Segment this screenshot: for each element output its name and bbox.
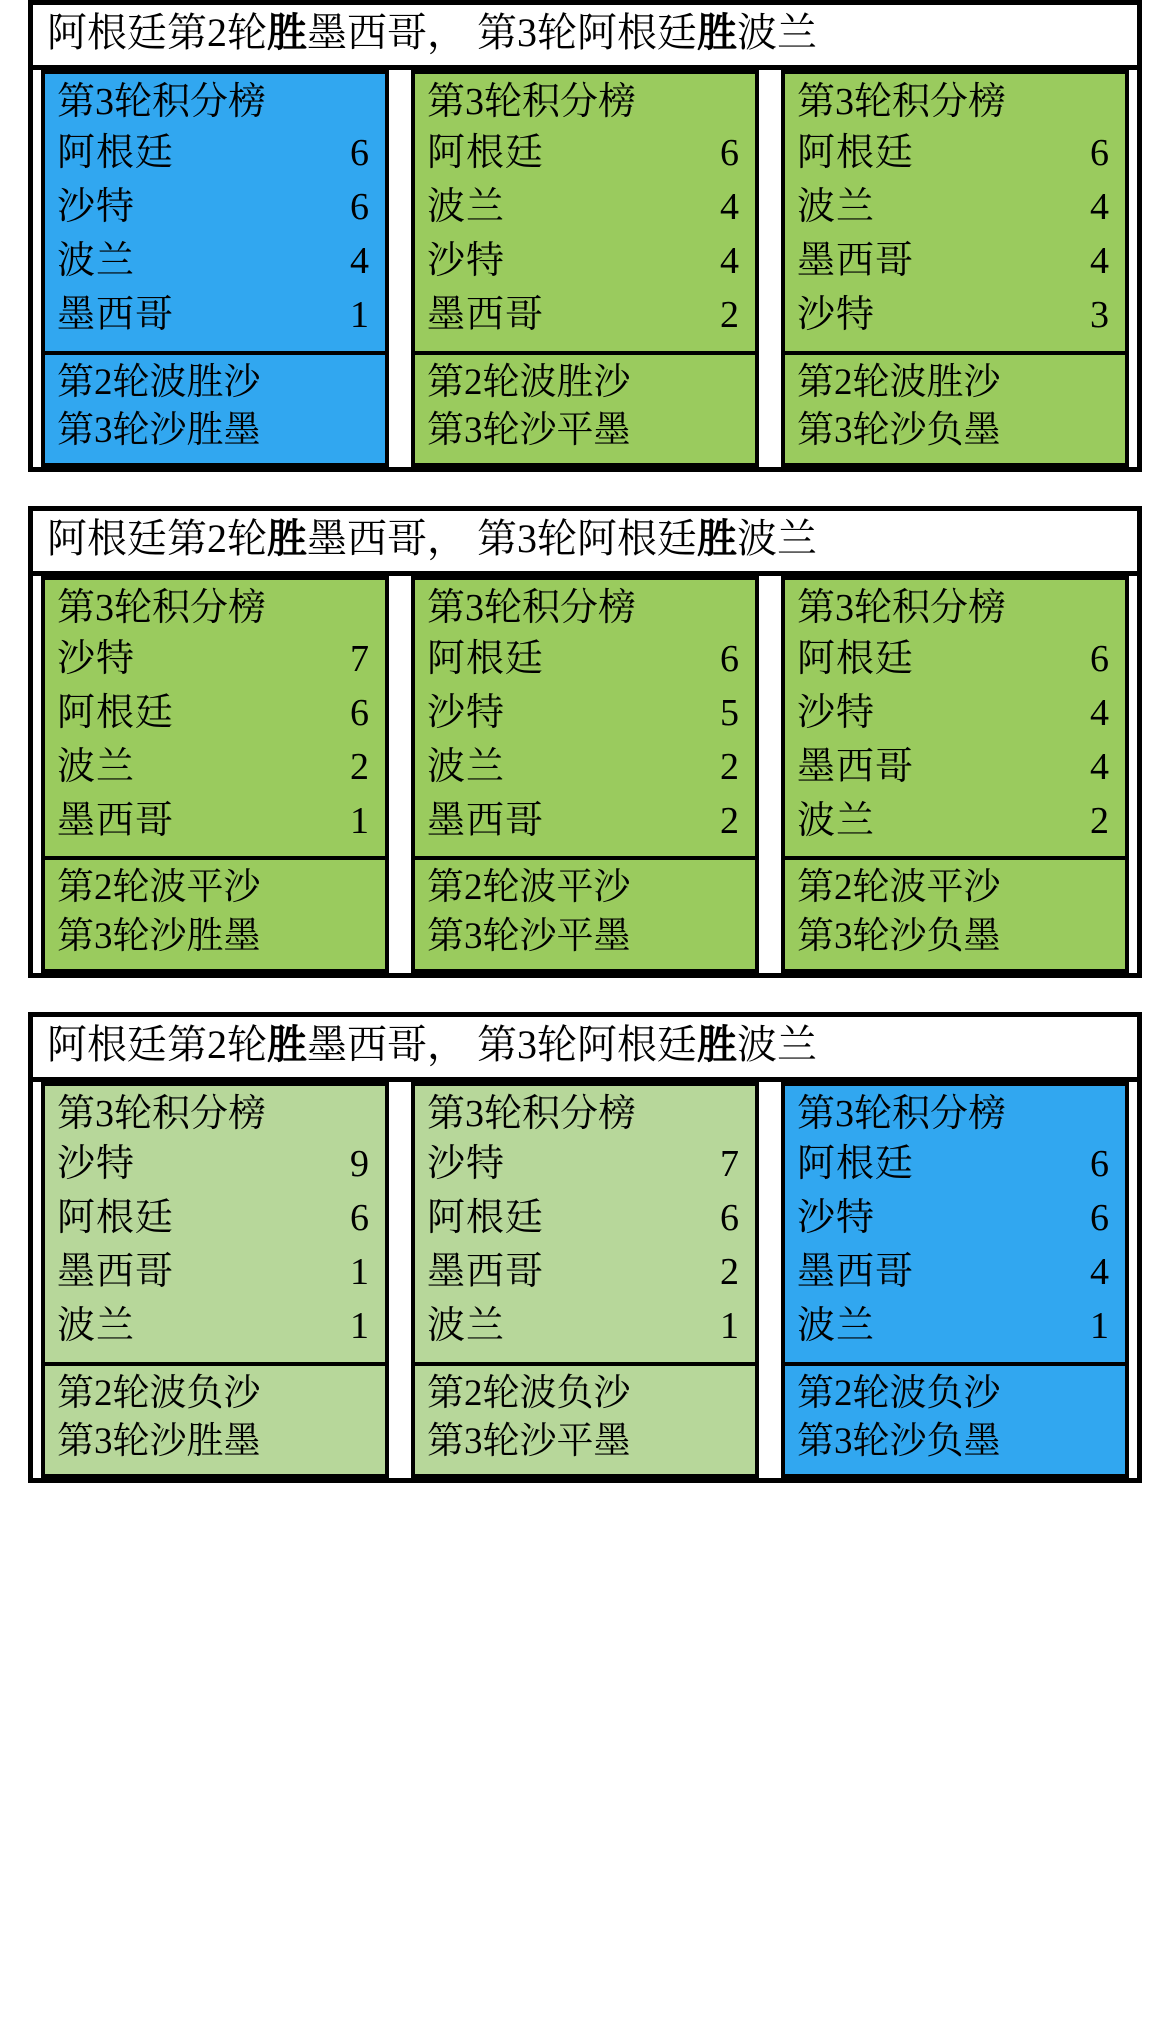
standings-row bbox=[797, 795, 1115, 849]
team-name: 墨西哥 bbox=[57, 1251, 175, 1294]
team-points: 4 bbox=[1090, 691, 1109, 734]
standings-title: 第3轮积分榜 bbox=[427, 586, 637, 629]
standings-row bbox=[797, 235, 1115, 289]
result-note: 第2轮波负沙 bbox=[797, 1373, 1001, 1415]
standings-row bbox=[797, 1246, 1115, 1300]
team-name: 阿根廷 bbox=[57, 691, 175, 734]
standings-rows bbox=[415, 633, 755, 857]
team-points: 6 bbox=[350, 131, 369, 174]
block-spacer bbox=[0, 1483, 1170, 1517]
team-name: 阿根廷 bbox=[57, 131, 175, 174]
standings-row bbox=[797, 289, 1115, 343]
team-name: 波兰 bbox=[427, 1305, 506, 1348]
team-name: 墨西哥 bbox=[797, 1251, 915, 1294]
header-segment: 波兰 bbox=[737, 1021, 817, 1067]
team-points: 1 bbox=[720, 1305, 739, 1348]
standings-rows bbox=[45, 1138, 385, 1362]
standings-row bbox=[427, 235, 745, 289]
team-points: 2 bbox=[720, 293, 739, 336]
header-segment: 墨西哥， 第3轮阿根廷 bbox=[307, 10, 697, 55]
column-gap bbox=[759, 70, 781, 467]
standings-column bbox=[411, 1082, 759, 1479]
team-name: 沙特 bbox=[57, 1143, 136, 1186]
result-notes bbox=[785, 1362, 1125, 1474]
team-points: 4 bbox=[1090, 239, 1109, 282]
team-name: 波兰 bbox=[57, 239, 136, 282]
standings-column bbox=[41, 576, 389, 973]
result-notes bbox=[45, 351, 385, 463]
standings-row bbox=[57, 633, 375, 687]
team-name: 波兰 bbox=[427, 185, 506, 228]
result-notes bbox=[45, 1362, 385, 1474]
header-segment: 胜 bbox=[697, 515, 737, 561]
team-name: 阿根廷 bbox=[797, 1143, 915, 1186]
team-points: 4 bbox=[1090, 745, 1109, 788]
standings-title: 第3轮积分榜 bbox=[797, 586, 1007, 629]
result-note: 第2轮波负沙 bbox=[57, 1373, 261, 1415]
standings-row bbox=[797, 1300, 1115, 1354]
result-note: 第3轮沙负墨 bbox=[797, 915, 1001, 957]
column-gap bbox=[759, 1082, 781, 1479]
standings-row bbox=[427, 633, 745, 687]
standings-rows bbox=[785, 633, 1125, 857]
standings-row bbox=[57, 181, 375, 235]
team-points: 6 bbox=[1090, 1143, 1109, 1186]
header-segment: 胜 bbox=[267, 10, 307, 55]
result-note: 第2轮波胜沙 bbox=[797, 361, 1001, 403]
block-spacer bbox=[0, 472, 1170, 506]
result-note: 第2轮波胜沙 bbox=[427, 361, 631, 403]
scenario-block bbox=[28, 1012, 1142, 1484]
scenario-header bbox=[33, 5, 1137, 70]
team-points: 1 bbox=[1090, 1305, 1109, 1348]
team-points: 1 bbox=[350, 799, 369, 842]
header-segment: 胜 bbox=[267, 515, 307, 561]
team-points: 4 bbox=[350, 239, 369, 282]
standings-row bbox=[427, 1138, 745, 1192]
standings-row bbox=[427, 795, 745, 849]
header-segment: 胜 bbox=[697, 10, 737, 55]
result-note: 第3轮沙平墨 bbox=[427, 915, 631, 957]
standings-columns bbox=[33, 576, 1137, 973]
team-points: 2 bbox=[720, 799, 739, 842]
standings-row bbox=[57, 1246, 375, 1300]
team-points: 7 bbox=[720, 1143, 739, 1186]
standings-rows bbox=[785, 1138, 1125, 1362]
column-edge-pad bbox=[33, 70, 41, 467]
team-points: 2 bbox=[720, 745, 739, 788]
header-segment: 墨西哥， 第3轮阿根廷 bbox=[307, 1021, 697, 1067]
team-points: 2 bbox=[350, 745, 369, 788]
team-points: 2 bbox=[720, 1251, 739, 1294]
team-points: 1 bbox=[350, 1251, 369, 1294]
team-points: 3 bbox=[1090, 293, 1109, 336]
team-name: 阿根廷 bbox=[797, 131, 915, 174]
team-name: 阿根廷 bbox=[427, 131, 545, 174]
team-name: 墨西哥 bbox=[427, 1251, 545, 1294]
result-note: 第3轮沙胜墨 bbox=[57, 1421, 261, 1463]
standings-row bbox=[57, 687, 375, 741]
standings-row bbox=[427, 687, 745, 741]
standings-row bbox=[797, 633, 1115, 687]
standings-column bbox=[781, 1082, 1129, 1479]
result-note: 第3轮沙胜墨 bbox=[57, 915, 261, 957]
header-segment: 阿根廷第2轮 bbox=[47, 515, 267, 561]
standings-title: 第3轮积分榜 bbox=[57, 1092, 267, 1135]
header-segment: 波兰 bbox=[737, 515, 817, 561]
result-note: 第3轮沙平墨 bbox=[427, 409, 631, 451]
team-name: 墨西哥 bbox=[57, 293, 175, 336]
standings-row bbox=[797, 741, 1115, 795]
result-note: 第2轮波平沙 bbox=[427, 867, 631, 909]
team-points: 6 bbox=[720, 131, 739, 174]
standings-row bbox=[427, 289, 745, 343]
team-points: 6 bbox=[350, 691, 369, 734]
standings-row bbox=[797, 1192, 1115, 1246]
team-points: 4 bbox=[720, 239, 739, 282]
standings-title: 第3轮积分榜 bbox=[57, 586, 267, 629]
team-name: 沙特 bbox=[427, 239, 506, 282]
standings-row bbox=[57, 127, 375, 181]
header-segment: 胜 bbox=[697, 1021, 737, 1067]
team-points: 9 bbox=[350, 1143, 369, 1186]
team-name: 阿根廷 bbox=[797, 637, 915, 680]
team-points: 2 bbox=[1090, 799, 1109, 842]
standings-rows bbox=[415, 127, 755, 351]
team-name: 波兰 bbox=[427, 745, 506, 788]
standings-title: 第3轮积分榜 bbox=[57, 81, 267, 123]
standings-row bbox=[57, 1300, 375, 1354]
column-edge-pad bbox=[33, 576, 41, 973]
standings-row bbox=[57, 741, 375, 795]
standings-title: 第3轮积分榜 bbox=[427, 1092, 637, 1135]
team-points: 6 bbox=[720, 1197, 739, 1240]
standings-rows bbox=[785, 127, 1125, 351]
standings-rows bbox=[415, 1138, 755, 1362]
standings-row bbox=[797, 687, 1115, 741]
standings-row bbox=[427, 741, 745, 795]
team-points: 6 bbox=[350, 185, 369, 228]
team-name: 墨西哥 bbox=[57, 799, 175, 842]
team-name: 波兰 bbox=[57, 1305, 136, 1348]
team-name: 沙特 bbox=[797, 1197, 876, 1240]
team-name: 波兰 bbox=[57, 745, 136, 788]
standings-row bbox=[57, 795, 375, 849]
team-name: 波兰 bbox=[797, 185, 876, 228]
team-points: 6 bbox=[1090, 637, 1109, 680]
team-name: 墨西哥 bbox=[797, 745, 915, 788]
scenario-block bbox=[28, 0, 1142, 472]
team-name: 沙特 bbox=[57, 637, 136, 680]
header-segment: 波兰 bbox=[737, 10, 817, 55]
result-note: 第3轮沙胜墨 bbox=[57, 409, 261, 451]
team-name: 阿根廷 bbox=[427, 637, 545, 680]
standings-title: 第3轮积分榜 bbox=[427, 81, 637, 123]
standings-row bbox=[797, 181, 1115, 235]
team-points: 1 bbox=[350, 293, 369, 336]
result-note: 第3轮沙负墨 bbox=[797, 1421, 1001, 1463]
column-gap bbox=[389, 576, 411, 973]
scenario-header bbox=[33, 1017, 1137, 1082]
standings-rows bbox=[45, 127, 385, 351]
standings-row bbox=[427, 127, 745, 181]
standings-column bbox=[781, 576, 1129, 973]
result-notes bbox=[45, 856, 385, 968]
standings-columns bbox=[33, 70, 1137, 467]
team-points: 4 bbox=[1090, 185, 1109, 228]
result-note: 第2轮波胜沙 bbox=[57, 361, 261, 403]
standings-column bbox=[41, 70, 389, 467]
standings-row bbox=[427, 1300, 745, 1354]
standings-column bbox=[41, 1082, 389, 1479]
team-points: 6 bbox=[1090, 1197, 1109, 1240]
standings-row bbox=[57, 1192, 375, 1246]
result-notes bbox=[785, 856, 1125, 968]
result-notes bbox=[415, 351, 755, 463]
standings-rows bbox=[45, 633, 385, 857]
column-edge-pad bbox=[1129, 576, 1137, 973]
team-name: 沙特 bbox=[797, 293, 876, 336]
standings-row bbox=[797, 127, 1115, 181]
standings-row bbox=[57, 235, 375, 289]
header-segment: 阿根廷第2轮 bbox=[47, 1021, 267, 1067]
header-segment: 阿根廷第2轮 bbox=[47, 10, 267, 55]
standings-column bbox=[411, 70, 759, 467]
standings-row bbox=[427, 1246, 745, 1300]
result-note: 第2轮波负沙 bbox=[427, 1373, 631, 1415]
result-note: 第2轮波平沙 bbox=[797, 867, 1001, 909]
column-gap bbox=[389, 70, 411, 467]
team-name: 阿根廷 bbox=[57, 1197, 175, 1240]
standings-title: 第3轮积分榜 bbox=[797, 81, 1007, 123]
team-name: 墨西哥 bbox=[797, 239, 915, 282]
result-notes bbox=[415, 856, 755, 968]
team-points: 6 bbox=[1090, 131, 1109, 174]
result-note: 第3轮沙平墨 bbox=[427, 1421, 631, 1463]
column-edge-pad bbox=[1129, 70, 1137, 467]
team-points: 6 bbox=[720, 637, 739, 680]
result-notes bbox=[415, 1362, 755, 1474]
team-points: 5 bbox=[720, 691, 739, 734]
team-name: 沙特 bbox=[797, 691, 876, 734]
column-gap bbox=[759, 576, 781, 973]
scenario-block bbox=[28, 506, 1142, 978]
header-segment: 墨西哥， 第3轮阿根廷 bbox=[307, 515, 697, 561]
team-name: 墨西哥 bbox=[427, 799, 545, 842]
standings-columns bbox=[33, 1082, 1137, 1479]
team-name: 墨西哥 bbox=[427, 293, 545, 336]
standings-row bbox=[427, 1192, 745, 1246]
team-points: 7 bbox=[350, 637, 369, 680]
team-points: 4 bbox=[720, 185, 739, 228]
block-spacer bbox=[0, 978, 1170, 1012]
standings-title: 第3轮积分榜 bbox=[797, 1092, 1007, 1135]
result-note: 第2轮波平沙 bbox=[57, 867, 261, 909]
standings-column bbox=[411, 576, 759, 973]
standings-row bbox=[57, 1138, 375, 1192]
standings-row bbox=[797, 1138, 1115, 1192]
team-points: 1 bbox=[350, 1305, 369, 1348]
team-name: 波兰 bbox=[797, 799, 876, 842]
standings-row bbox=[57, 289, 375, 343]
team-name: 波兰 bbox=[797, 1305, 876, 1348]
team-name: 沙特 bbox=[427, 1143, 506, 1186]
scenario-header bbox=[33, 511, 1137, 576]
team-points: 6 bbox=[350, 1197, 369, 1240]
team-points: 4 bbox=[1090, 1251, 1109, 1294]
column-edge-pad bbox=[33, 1082, 41, 1479]
standings-column bbox=[781, 70, 1129, 467]
result-note: 第3轮沙负墨 bbox=[797, 409, 1001, 451]
header-segment: 胜 bbox=[267, 1021, 307, 1067]
standings-row bbox=[427, 181, 745, 235]
result-notes bbox=[785, 351, 1125, 463]
team-name: 阿根廷 bbox=[427, 1197, 545, 1240]
team-name: 沙特 bbox=[427, 691, 506, 734]
column-gap bbox=[389, 1082, 411, 1479]
column-edge-pad bbox=[1129, 1082, 1137, 1479]
team-name: 沙特 bbox=[57, 185, 136, 228]
